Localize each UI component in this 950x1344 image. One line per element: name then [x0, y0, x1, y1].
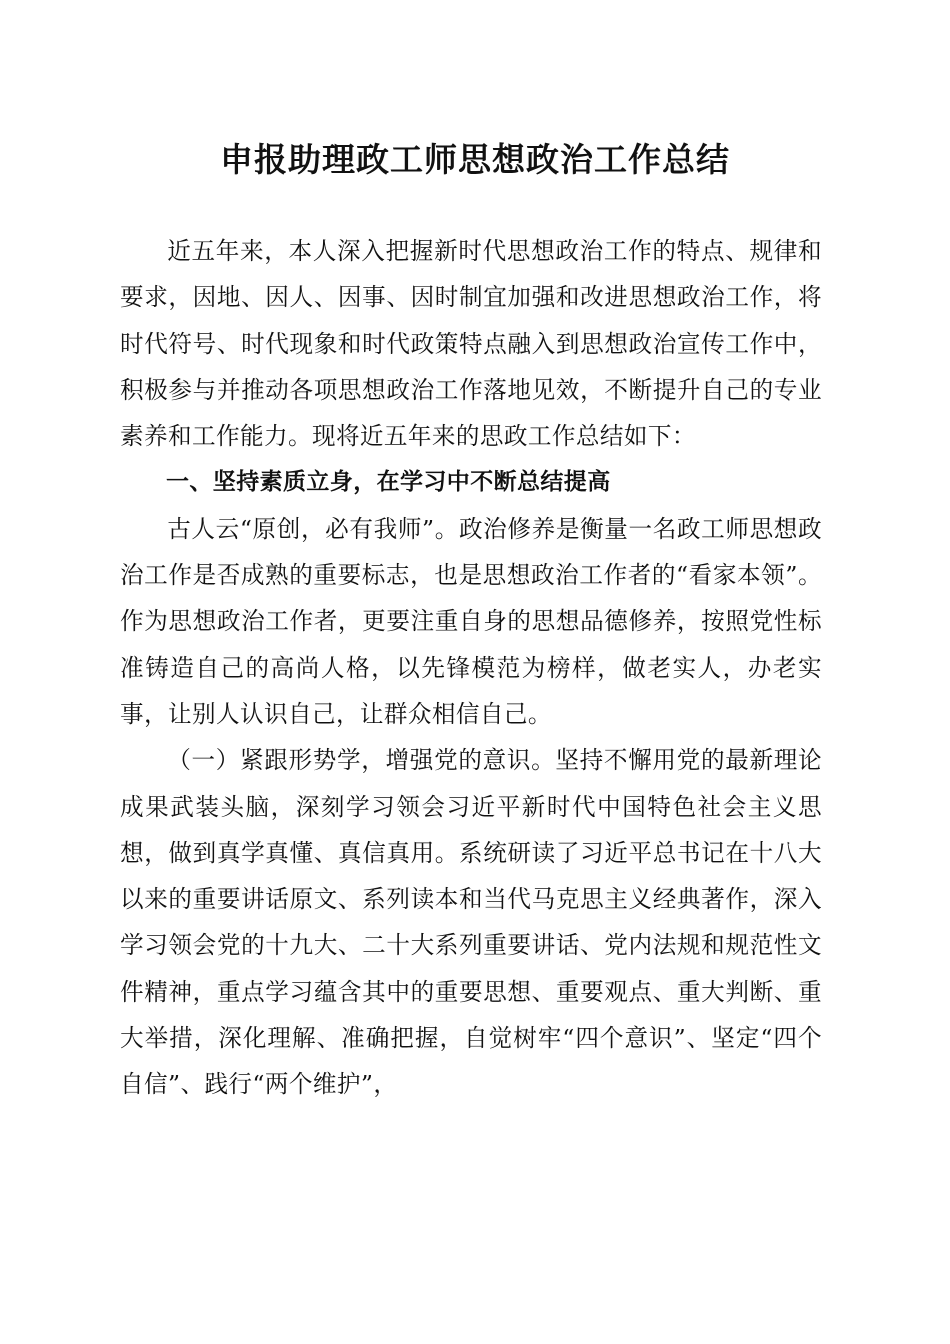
document-body — [120, 228, 822, 1108]
document-title: 申报助理政工师思想政治工作总结 — [220, 140, 730, 179]
section-paragraph: 古人云“原创，必有我师”。政治修养是衡量一名政工师思想政治工作是否成熟的重要标志，也是思想政治工作者的“看家本领”。作为思想政治工作者，更要注重自身的思想品德修养，按照党性标准铸造自己的高尚人格，以先锋模范为榜样，做老实人，办老实事，让别人认识自己，让群众相信自己。 — [120, 514, 822, 728]
subsection-text: 坚持不懈用党的最新理论成果武装头脑，深刻学习领会习近平新时代中国特色社会主义思想，做到真学真懂、真信真用。系统研读了习近平总书记在十八大以来的重要讲话原文、系列读本和当代马克思主义经典著作，深入学习领会党的十九大、二十大系列重要讲话、党内法规和规范性文件精神，重点学习蕴含其中的重要思想、重要观点、重大判断、重大举措，深化理解、准确把握，自觉树牢“四个意识”、坚定“四个自信”、践行“两个维护”， — [120, 746, 822, 1099]
section-heading: 一、坚持素质立身，在学习中不断总结提高 — [166, 469, 611, 496]
subsection-paragraph — [120, 737, 822, 1107]
intro-paragraph: 近五年来，本人深入把握新时代思想政治工作的特点、规律和要求，因地、因人、因事、因时制宜加强和改进思想政治工作，将时代符号、时代现象和时代政策特点融入到思想政治宣传工作中，积极参与并推动各项思想政治工作落地见效，不断提升自己的专业素养和工作能力。现将近五年来的思政工作总结如下： — [120, 237, 822, 451]
subsection-lead: （一）紧跟形势学，增强党的意识。 — [167, 746, 556, 775]
